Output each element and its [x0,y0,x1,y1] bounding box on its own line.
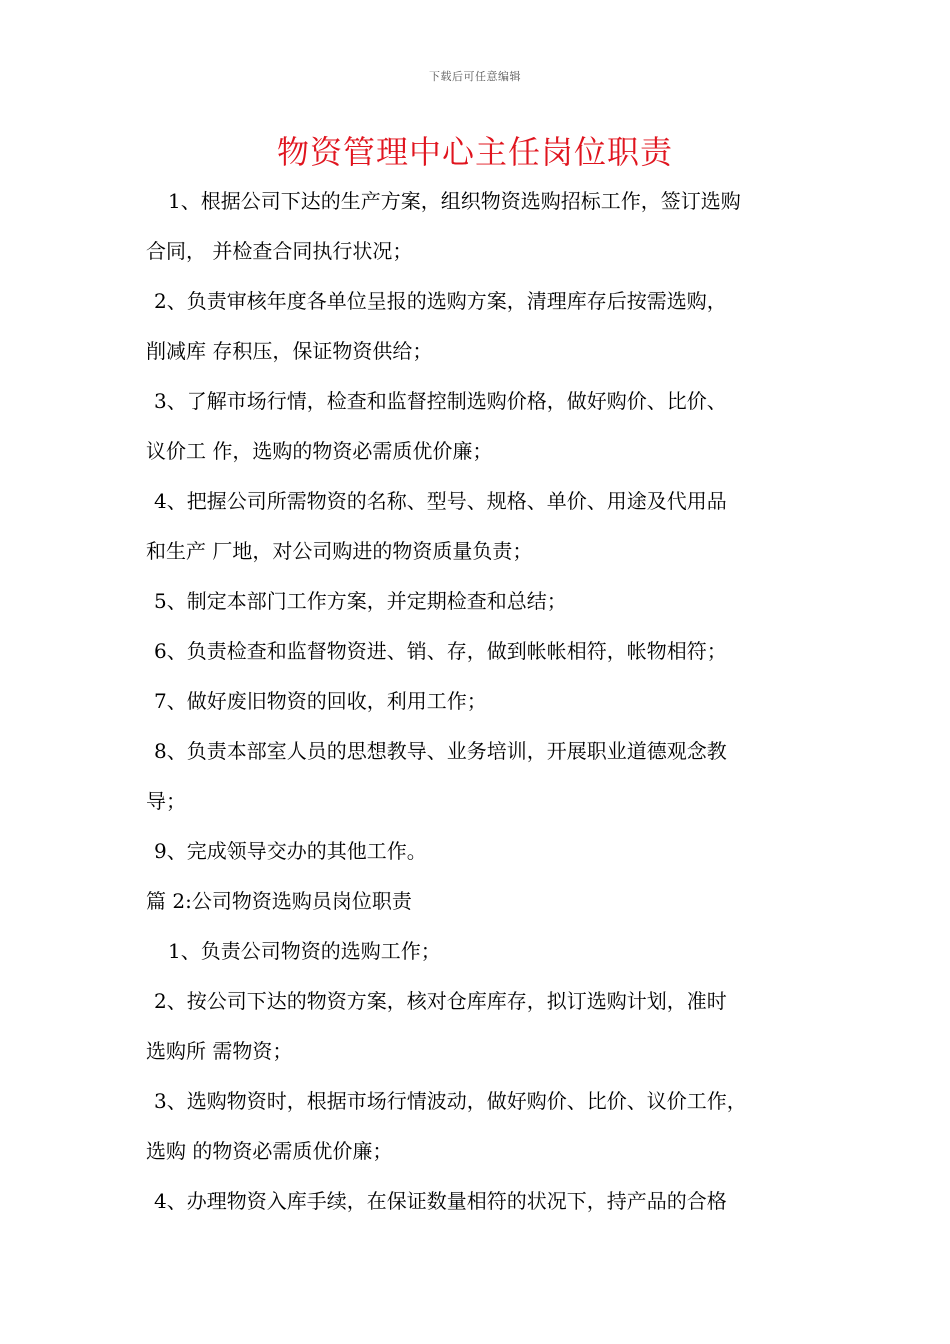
text-line: 合同， 并检查合同执行状况； [146,239,413,263]
text-line: 9、完成领导交办的其他工作。 [154,839,427,863]
text-line: 削减库 存积压，保证物资供给； [146,339,433,363]
text-line: 7、做好废旧物资的回收，利用工作； [154,689,487,713]
text-line: 6、负责检查和监督物资进、销、存，做到帐帐相符，帐物相符； [154,639,727,663]
text-line: 选购 的物资必需质优价廉； [146,1139,393,1163]
text-line: 1、根据公司下达的生产方案，组织物资选购招标工作，签订选购 [168,189,741,213]
text-line: 3、了解市场行情，检查和监督控制选购价格，做好购价、比价、 [154,389,727,413]
document-title: 物资管理中心主任岗位职责 [276,133,673,171]
text-line: 导； [146,789,186,813]
text-line: 5、制定本部门工作方案，并定期检查和总结； [154,589,567,613]
text-line: 8、负责本部室人员的思想教导、业务培训，开展职业道德观念教 [154,739,727,763]
text-line: 议价工 作，选购的物资必需质优价廉； [146,439,493,463]
text-line: 3、选购物资时，根据市场行情波动，做好购价、比价、议价工作， [154,1089,747,1113]
text-line: 4、把握公司所需物资的名称、型号、规格、单价、用途及代用品 [154,489,727,513]
header-note: 下载后可任意编辑 [429,70,521,83]
document-body [146,176,814,1226]
text-line: 2、按公司下达的物资方案，核对仓库库存，拟订选购计划，准时 [154,989,727,1013]
text-line: 4、办理物资入库手续，在保证数量相符的状况下，持产品的合格 [154,1189,727,1213]
text-line: 1、负责公司物资的选购工作； [168,939,441,963]
text-line: 和生产 厂地，对公司购进的物资质量负责； [146,539,533,563]
text-line: 篇 2:公司物资选购员岗位职责 [146,889,412,913]
text-line: 2、负责审核年度各单位呈报的选购方案，清理库存后按需选购， [154,289,727,313]
text-line: 选购所 需物资； [146,1039,293,1063]
